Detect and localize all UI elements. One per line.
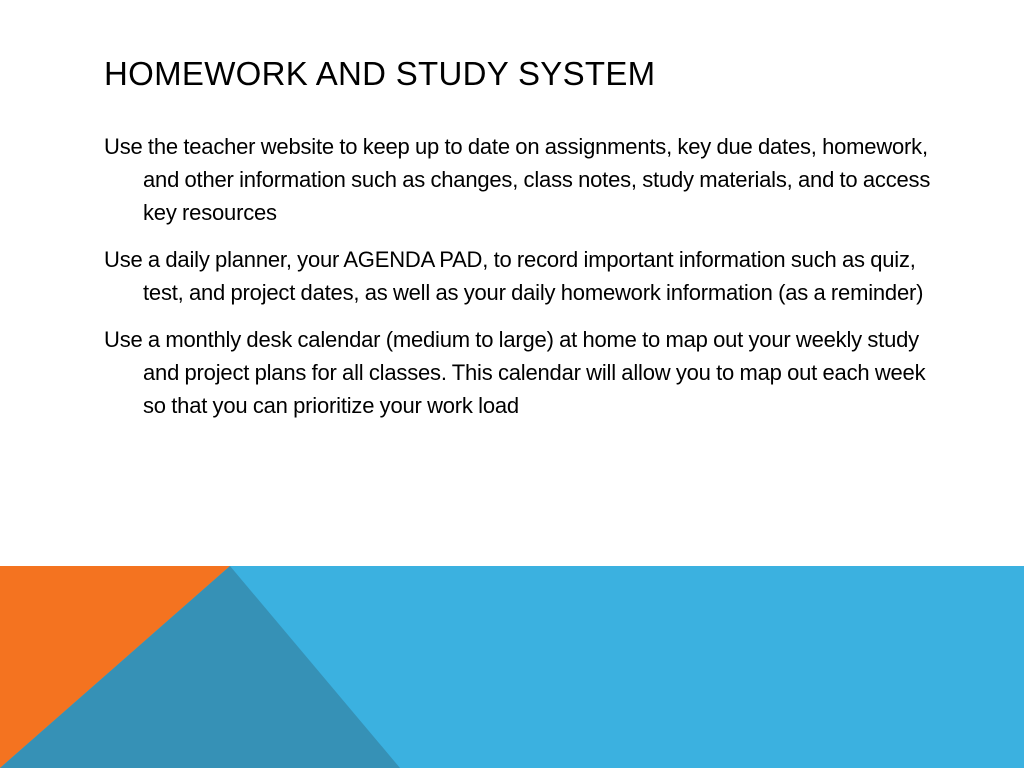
bullet-item-teacher-website: Use the teacher website to keep up to date on assignments, key due dates, homework, and other information such as changes, class notes, study materials, and to access key resources (104, 134, 931, 225)
footer-decoration (0, 566, 1024, 768)
footer-band-graphic (0, 566, 1024, 768)
slide-title: HOMEWORK AND STUDY SYSTEM (104, 55, 656, 92)
bullet-list (104, 130, 934, 436)
bullet-item-monthly-calendar: Use a monthly desk calendar (medium to large) at home to map out your weekly study and project plans for all classes. This calendar will allow you to map out each week so that you can prioritize your work load (104, 327, 926, 418)
bullet-item-daily-planner: Use a daily planner, your AGENDA PAD, to record important information such as quiz, test, and project dates, as well as your daily homework information (as a reminder) (104, 247, 924, 305)
